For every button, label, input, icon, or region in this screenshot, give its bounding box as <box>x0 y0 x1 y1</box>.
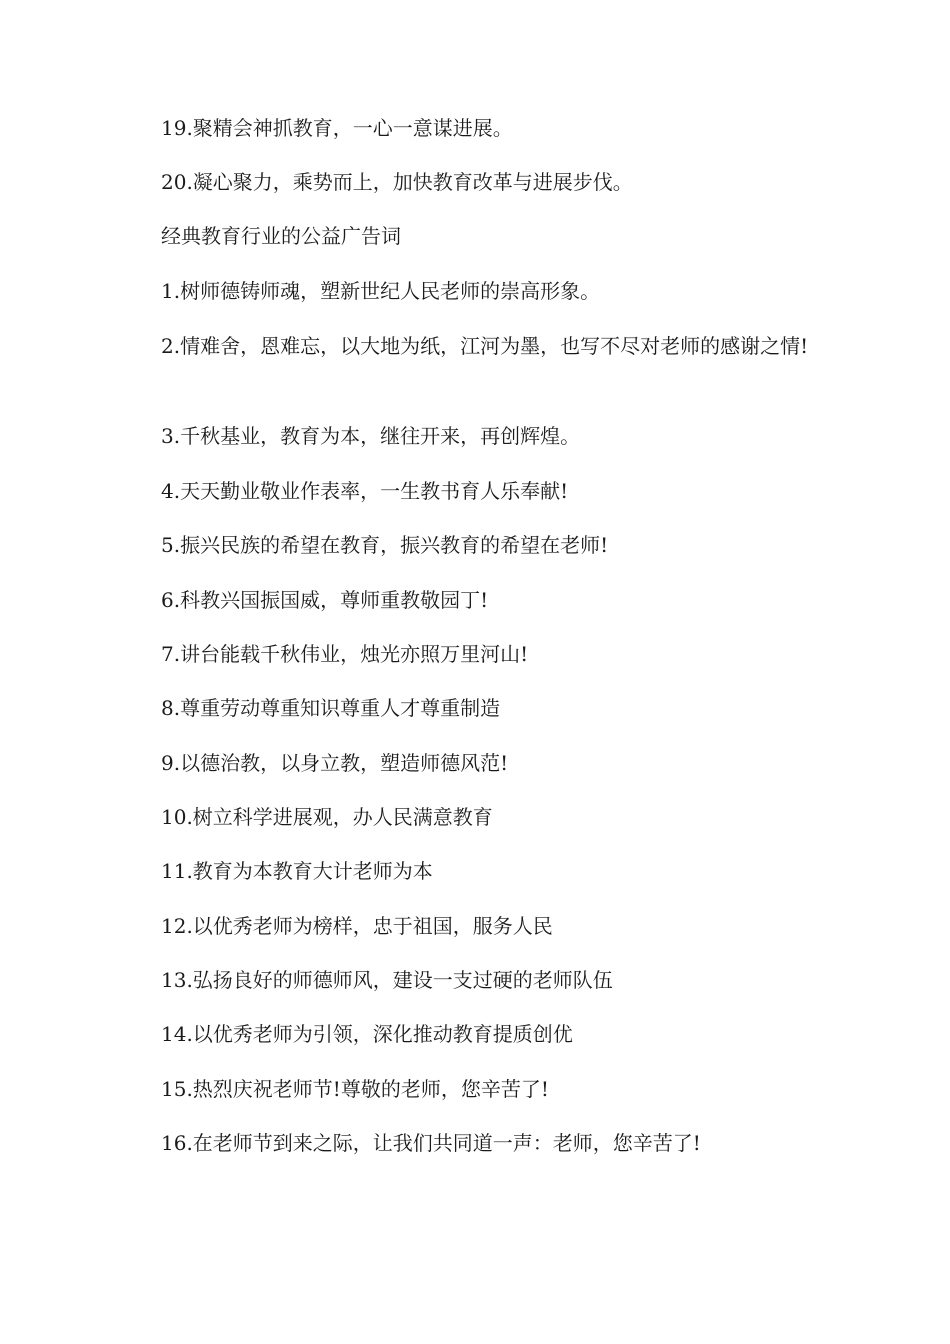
list-item-1: 1.树师德铸师魂，塑新世纪人民老师的崇高形象。 <box>161 279 601 303</box>
list-item-14: 14.以优秀老师为引领，深化推动教育提质创优 <box>161 1022 573 1046</box>
list-item-6: 6.科教兴国振国威，尊师重教敬园丁! <box>161 588 489 612</box>
list-item-19: 19.聚精会神抓教育，一心一意谋进展。 <box>161 116 513 140</box>
section-heading: 经典教育行业的公益广告词 <box>161 224 401 248</box>
list-item-4: 4.天天勤业敬业作表率，一生教书育人乐奉献! <box>161 479 569 503</box>
list-item-3: 3.千秋基业，教育为本，继往开来，再创辉煌。 <box>161 424 581 448</box>
list-item-20: 20.凝心聚力，乘势而上，加快教育改革与进展步伐。 <box>161 170 633 194</box>
list-item-7: 7.讲台能载千秋伟业，烛光亦照万里河山! <box>161 642 529 666</box>
list-item-15: 15.热烈庆祝老师节!尊敬的老师，您辛苦了! <box>161 1077 549 1101</box>
list-item-11: 11.教育为本教育大计老师为本 <box>161 859 433 883</box>
list-item-10: 10.树立科学进展观，办人民满意教育 <box>161 805 493 829</box>
list-item-12: 12.以优秀老师为榜样，忠于祖国，服务人民 <box>161 914 553 938</box>
list-item-13: 13.弘扬良好的师德师风，建设一支过硬的老师队伍 <box>161 968 613 992</box>
list-item-5: 5.振兴民族的希望在教育，振兴教育的希望在老师! <box>161 533 609 557</box>
list-item-2: 2.情难舍，恩难忘，以大地为纸，江河为墨，也写不尽对老师的感谢之情! <box>161 334 809 358</box>
list-item-16: 16.在老师节到来之际，让我们共同道一声：老师，您辛苦了! <box>161 1131 701 1155</box>
list-item-9: 9.以德治教，以身立教，塑造师德风范! <box>161 751 509 775</box>
list-item-8: 8.尊重劳动尊重知识尊重人才尊重制造 <box>161 696 501 720</box>
